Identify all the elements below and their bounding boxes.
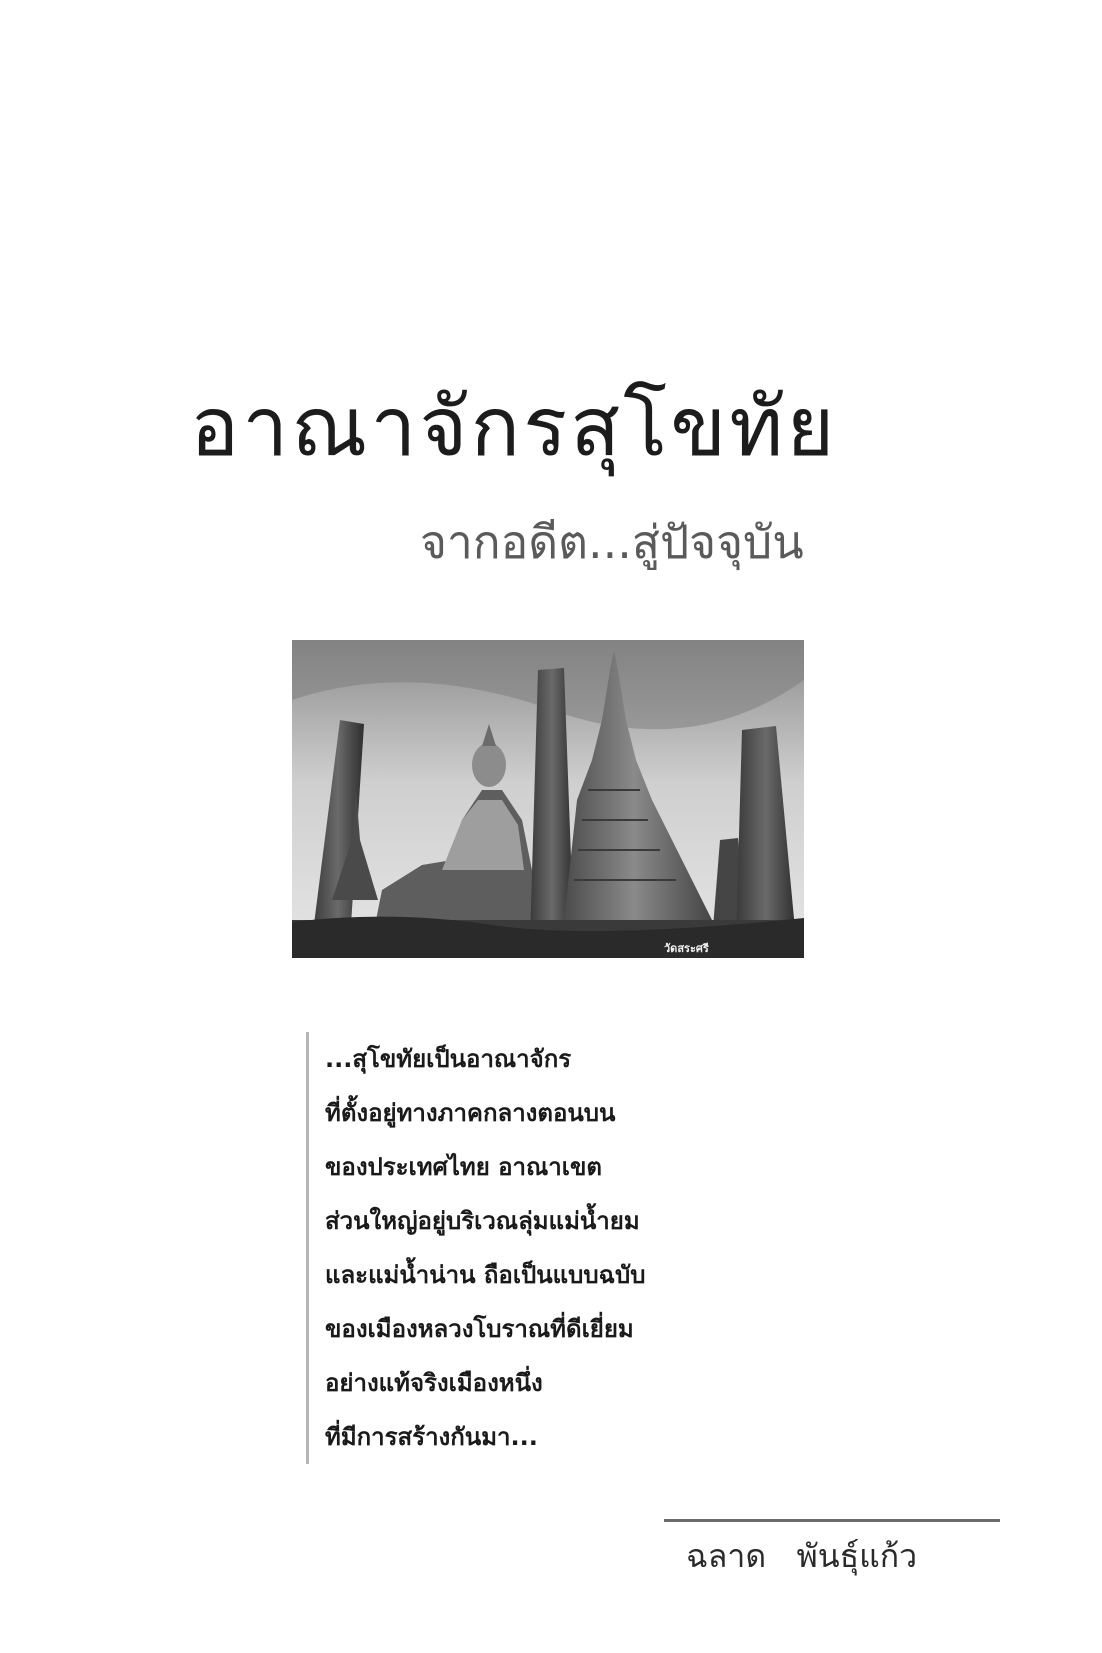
quote-block bbox=[306, 1032, 745, 1464]
quote-line: ที่มีการสร้างกันมา... bbox=[325, 1423, 538, 1451]
quote-line: ของประเทศไทย อาณาเขต bbox=[325, 1153, 602, 1181]
quote-line: ส่วนใหญ่อยู่บริเวณลุ่มแม่น้ำยม bbox=[325, 1207, 640, 1235]
temple-photo bbox=[292, 640, 804, 958]
author-name: ฉลาด พันธุ์แก้ว bbox=[686, 1537, 918, 1575]
quote-line: ของเมืองหลวงโบราณที่ดีเยี่ยม bbox=[325, 1315, 634, 1343]
book-subtitle: จากอดีต...สู่ปัจจุบัน bbox=[420, 515, 804, 569]
quote-line: อย่างแท้จริงเมืองหนึ่ง bbox=[325, 1369, 543, 1397]
book-title: อาณาจักรสุโขทัย bbox=[190, 380, 838, 475]
quote-line: ที่ตั้งอยู่ทางภาคกลางตอนบน bbox=[325, 1099, 616, 1127]
quote-line: และแม่น้ำน่าน ถือเป็นแบบฉบับ bbox=[325, 1261, 646, 1289]
author-divider bbox=[664, 1519, 1000, 1522]
photo-caption: วัดสระศรี bbox=[664, 942, 709, 955]
quote-line: ...สุโขทัยเป็นอาณาจักร bbox=[325, 1045, 572, 1073]
